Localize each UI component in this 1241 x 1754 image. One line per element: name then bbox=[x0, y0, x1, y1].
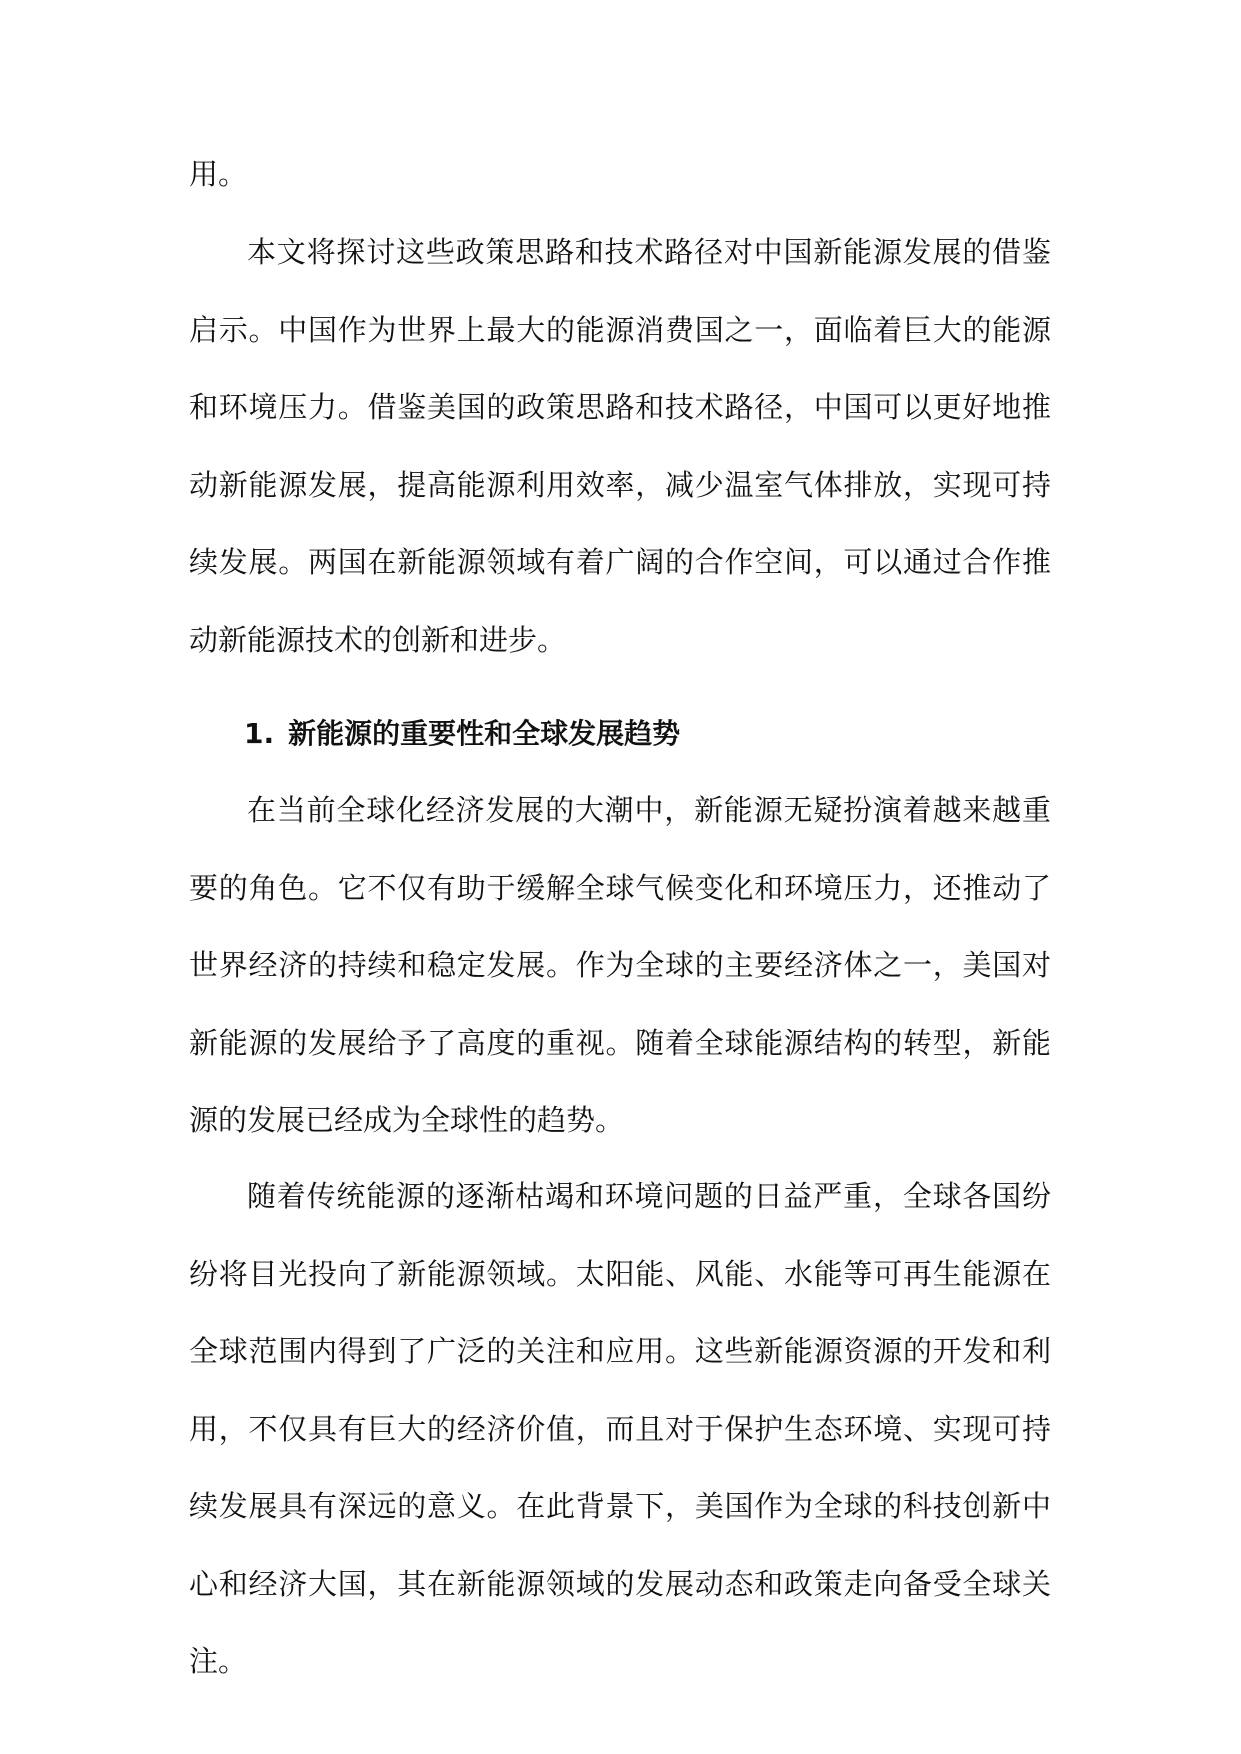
section-paragraph-2: 随着传统能源的逐渐枯竭和环境问题的日益严重，全球各国纷纷将目光投向了新能源领域。太阳能、风能、水能等可再生能源在全球范围内得到了广泛的关注和应用。这些新能源资源的开发和利用，不仅具有巨大的经济价值，而且对于保护生态环境、实现可持续发展具有深远的意义。在此背景下，美国作为全球的科技创新中心和经济大国，其在新能源领域的发展动态和政策走向备受全球关注。 bbox=[189, 1179, 1051, 1678]
section-number: 1. bbox=[244, 717, 275, 750]
continued-text-line: 用。 bbox=[189, 157, 248, 191]
section-heading bbox=[244, 695, 680, 772]
section-title: 新能源的重要性和全球发展趋势 bbox=[288, 717, 681, 750]
intro-paragraph: 本文将探讨这些政策思路和技术路径对中国新能源发展的借鉴启示。中国作为世界上最大的能源消费国之一，面临着巨大的能源和环境压力。借鉴美国的政策思路和技术路径，中国可以更好地推动新能源发展，提高能源利用效率，减少温室气体排放，实现可持续发展。两国在新能源领域有着广阔的合作空间，可以通过合作推动新能源技术的创新和进步。 bbox=[189, 235, 1051, 657]
section-paragraph-1: 在当前全球化经济发展的大潮中，新能源无疑扮演着越来越重要的角色。它不仅有助于缓解全球气候变化和环境压力，还推动了世界经济的持续和稳定发展。作为全球的主要经济体之一，美国对新能源的发展给予了高度的重视。随着全球能源结构的转型，新能源的发展已经成为全球性的趋势。 bbox=[189, 793, 1051, 1137]
